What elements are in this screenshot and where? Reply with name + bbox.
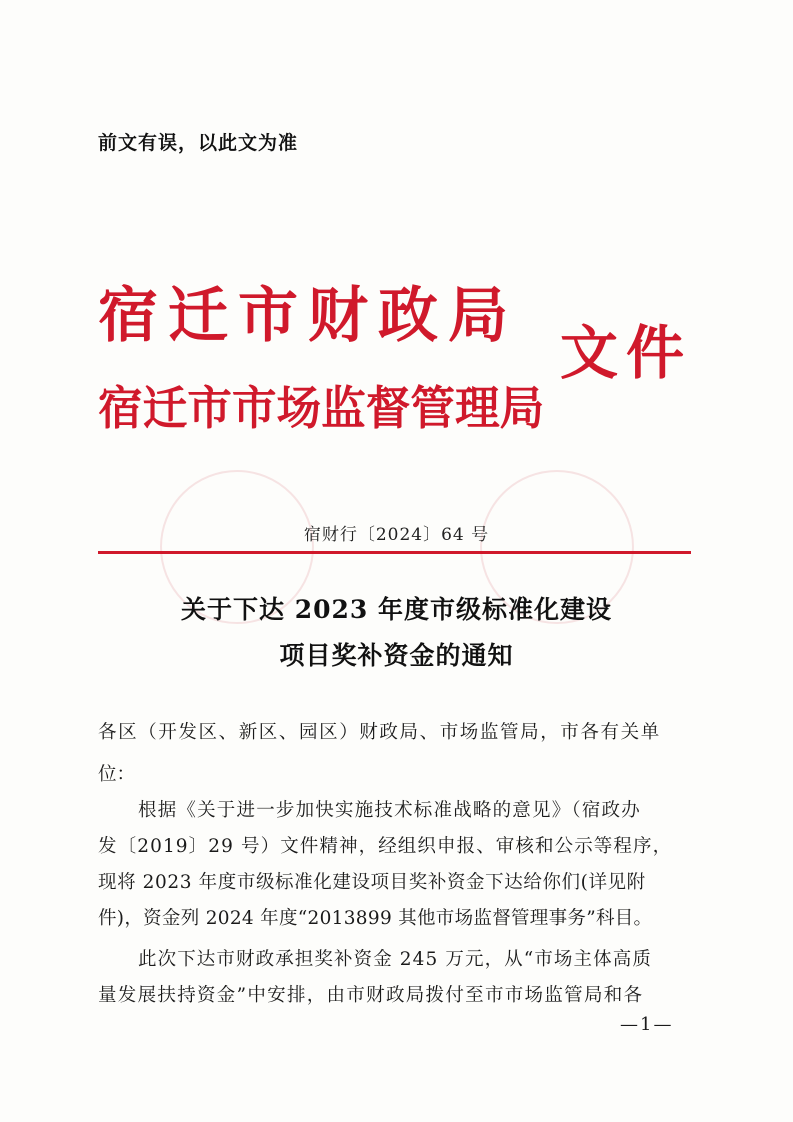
document-number: 宿财行〔2024〕64 号 xyxy=(303,525,490,545)
document-title-line-1: 关于下达 2023 年度市级标准化建设 xyxy=(181,595,612,624)
issuer-market-supervision-bureau: 宿迁市市场监督管理局 xyxy=(98,381,545,435)
body-line: 量发展扶持资金”中安排，由市财政局拨付至市市场监管局和各 xyxy=(98,985,644,1006)
body-line: 根据《关于进一步加快实施技术标准战略的意见》（宿政办 xyxy=(138,800,641,821)
body-line: 各区（开发区、新区、园区）财政局、市场监管局，市各有关单 xyxy=(98,722,661,743)
body-line: 位： xyxy=(98,764,136,785)
issuer-finance-bureau: 宿迁市财政局 xyxy=(98,281,518,351)
issuer-document-suffix: 文件 xyxy=(560,319,693,387)
page-number: —1— xyxy=(620,1014,674,1035)
body-line: 件)，资金列 2024 年度“2013899 其他市场监督管理事务”科目。 xyxy=(98,908,653,929)
body-line: 发〔2019〕29 号）文件精神，经组织申报、审核和公示等程序， xyxy=(98,836,673,857)
body-line: 此次下达市财政承担奖补资金 245 万元，从“市场主体高质 xyxy=(138,949,652,970)
document-title-line-2: 项目奖补资金的通知 xyxy=(279,641,514,670)
body-line: 现将 2023 年度市级标准化建设项目奖补资金下达给你们(详见附 xyxy=(98,872,646,893)
correction-note: 前文有误，以此文为准 xyxy=(98,132,299,154)
red-separator-line xyxy=(98,551,691,554)
